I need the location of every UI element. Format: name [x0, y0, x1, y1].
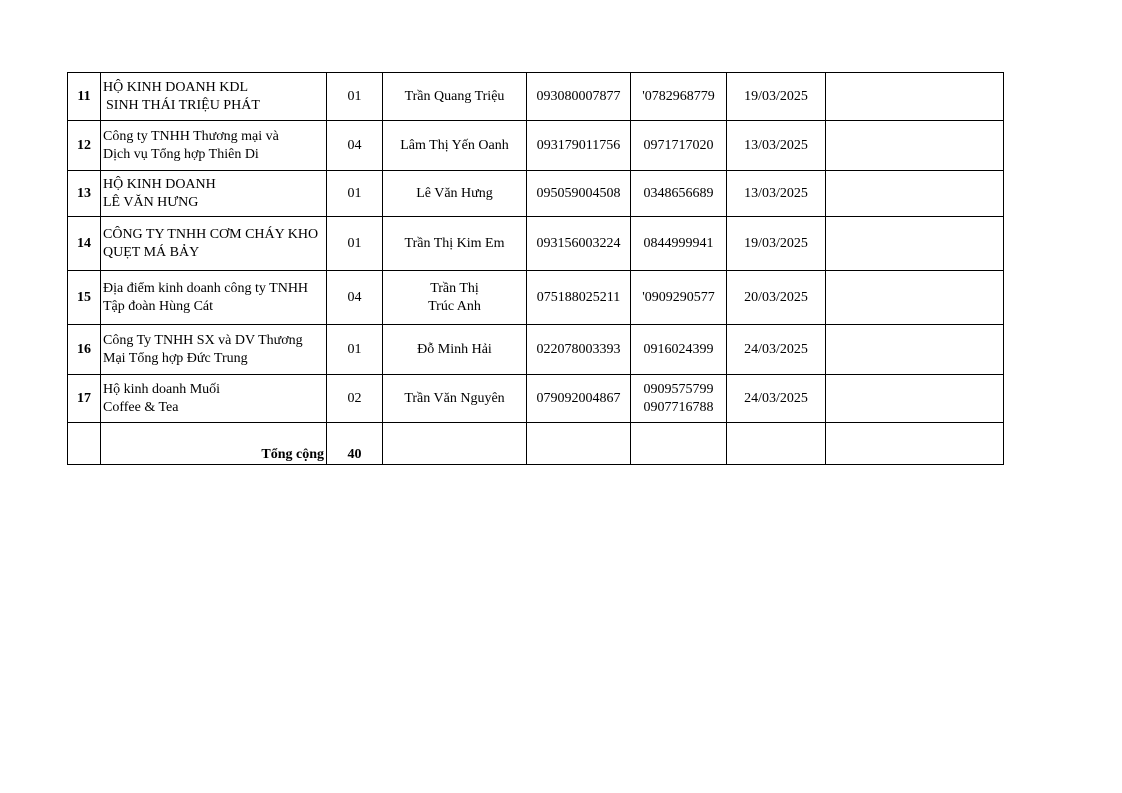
- representative-cell: Trần Thị Trúc Anh: [383, 271, 527, 325]
- row-number: 16: [68, 325, 101, 375]
- row-number: 11: [68, 73, 101, 121]
- row-number: 17: [68, 375, 101, 423]
- business-name: Công Ty TNHH SX và DV Thương Mại Tổng hợp Đức Trung: [101, 325, 327, 375]
- id-number-cell: 079092004867: [527, 375, 631, 423]
- business-name: Hộ kinh doanh Muối Coffee & Tea: [101, 375, 327, 423]
- note-cell: [826, 121, 1004, 171]
- phone-cell: 0348656689: [631, 171, 727, 217]
- phone-cell: 0916024399: [631, 325, 727, 375]
- date-cell: 13/03/2025: [727, 121, 826, 171]
- total-value: 40: [327, 423, 383, 465]
- note-cell: [826, 73, 1004, 121]
- business-name: Địa điểm kinh doanh công ty TNHH Tập đoàn Hùng Cát: [101, 271, 327, 325]
- table-row: [68, 217, 1004, 271]
- note-cell: [826, 217, 1004, 271]
- representative-cell: Trần Quang Triệu: [383, 73, 527, 121]
- phone-cell: 0971717020: [631, 121, 727, 171]
- note-cell: [826, 271, 1004, 325]
- representative-cell: Đỗ Minh Hải: [383, 325, 527, 375]
- date-cell: 13/03/2025: [727, 171, 826, 217]
- date-cell: 20/03/2025: [727, 271, 826, 325]
- id-number-cell: 095059004508: [527, 171, 631, 217]
- phone-cell: '0909290577: [631, 271, 727, 325]
- table-row: [68, 73, 1004, 121]
- table-row: [68, 171, 1004, 217]
- registration-table: [67, 72, 1004, 465]
- date-cell: 24/03/2025: [727, 375, 826, 423]
- table-row: [68, 121, 1004, 171]
- empty-cell: [631, 423, 727, 465]
- empty-cell: [383, 423, 527, 465]
- note-cell: [826, 171, 1004, 217]
- date-cell: 19/03/2025: [727, 217, 826, 271]
- row-number: 14: [68, 217, 101, 271]
- note-cell: [826, 375, 1004, 423]
- phone-cell: 0909575799 0907716788: [631, 375, 727, 423]
- table-row: [68, 325, 1004, 375]
- total-row: [68, 423, 1004, 465]
- date-cell: 19/03/2025: [727, 73, 826, 121]
- count-cell: 01: [327, 73, 383, 121]
- note-cell: [826, 325, 1004, 375]
- phone-cell: '0782968779: [631, 73, 727, 121]
- count-cell: 01: [327, 325, 383, 375]
- id-number-cell: 093156003224: [527, 217, 631, 271]
- business-name: Công ty TNHH Thương mại và Dịch vụ Tổng hợp Thiên Di: [101, 121, 327, 171]
- id-number-cell: 093080007877: [527, 73, 631, 121]
- representative-cell: Lâm Thị Yến Oanh: [383, 121, 527, 171]
- id-number-cell: 093179011756: [527, 121, 631, 171]
- id-number-cell: 075188025211: [527, 271, 631, 325]
- count-cell: 02: [327, 375, 383, 423]
- row-number: 12: [68, 121, 101, 171]
- representative-cell: Trần Văn Nguyên: [383, 375, 527, 423]
- phone-cell: 0844999941: [631, 217, 727, 271]
- date-cell: 24/03/2025: [727, 325, 826, 375]
- table-row: [68, 271, 1004, 325]
- empty-cell: [68, 423, 101, 465]
- id-number-cell: 022078003393: [527, 325, 631, 375]
- count-cell: 04: [327, 271, 383, 325]
- count-cell: 01: [327, 171, 383, 217]
- empty-cell: [527, 423, 631, 465]
- row-number: 15: [68, 271, 101, 325]
- table-row: [68, 375, 1004, 423]
- empty-cell: [727, 423, 826, 465]
- business-name: HỘ KINH DOANH LÊ VĂN HƯNG: [101, 171, 327, 217]
- total-label: Tổng cộng: [101, 423, 327, 465]
- business-name: CÔNG TY TNHH CƠM CHÁY KHO QUẸT MÁ BẢY: [101, 217, 327, 271]
- business-name: HỘ KINH DOANH KDL SINH THÁI TRIỆU PHÁT: [101, 73, 327, 121]
- count-cell: 04: [327, 121, 383, 171]
- count-cell: 01: [327, 217, 383, 271]
- row-number: 13: [68, 171, 101, 217]
- representative-cell: Trần Thị Kim Em: [383, 217, 527, 271]
- empty-cell: [826, 423, 1004, 465]
- representative-cell: Lê Văn Hưng: [383, 171, 527, 217]
